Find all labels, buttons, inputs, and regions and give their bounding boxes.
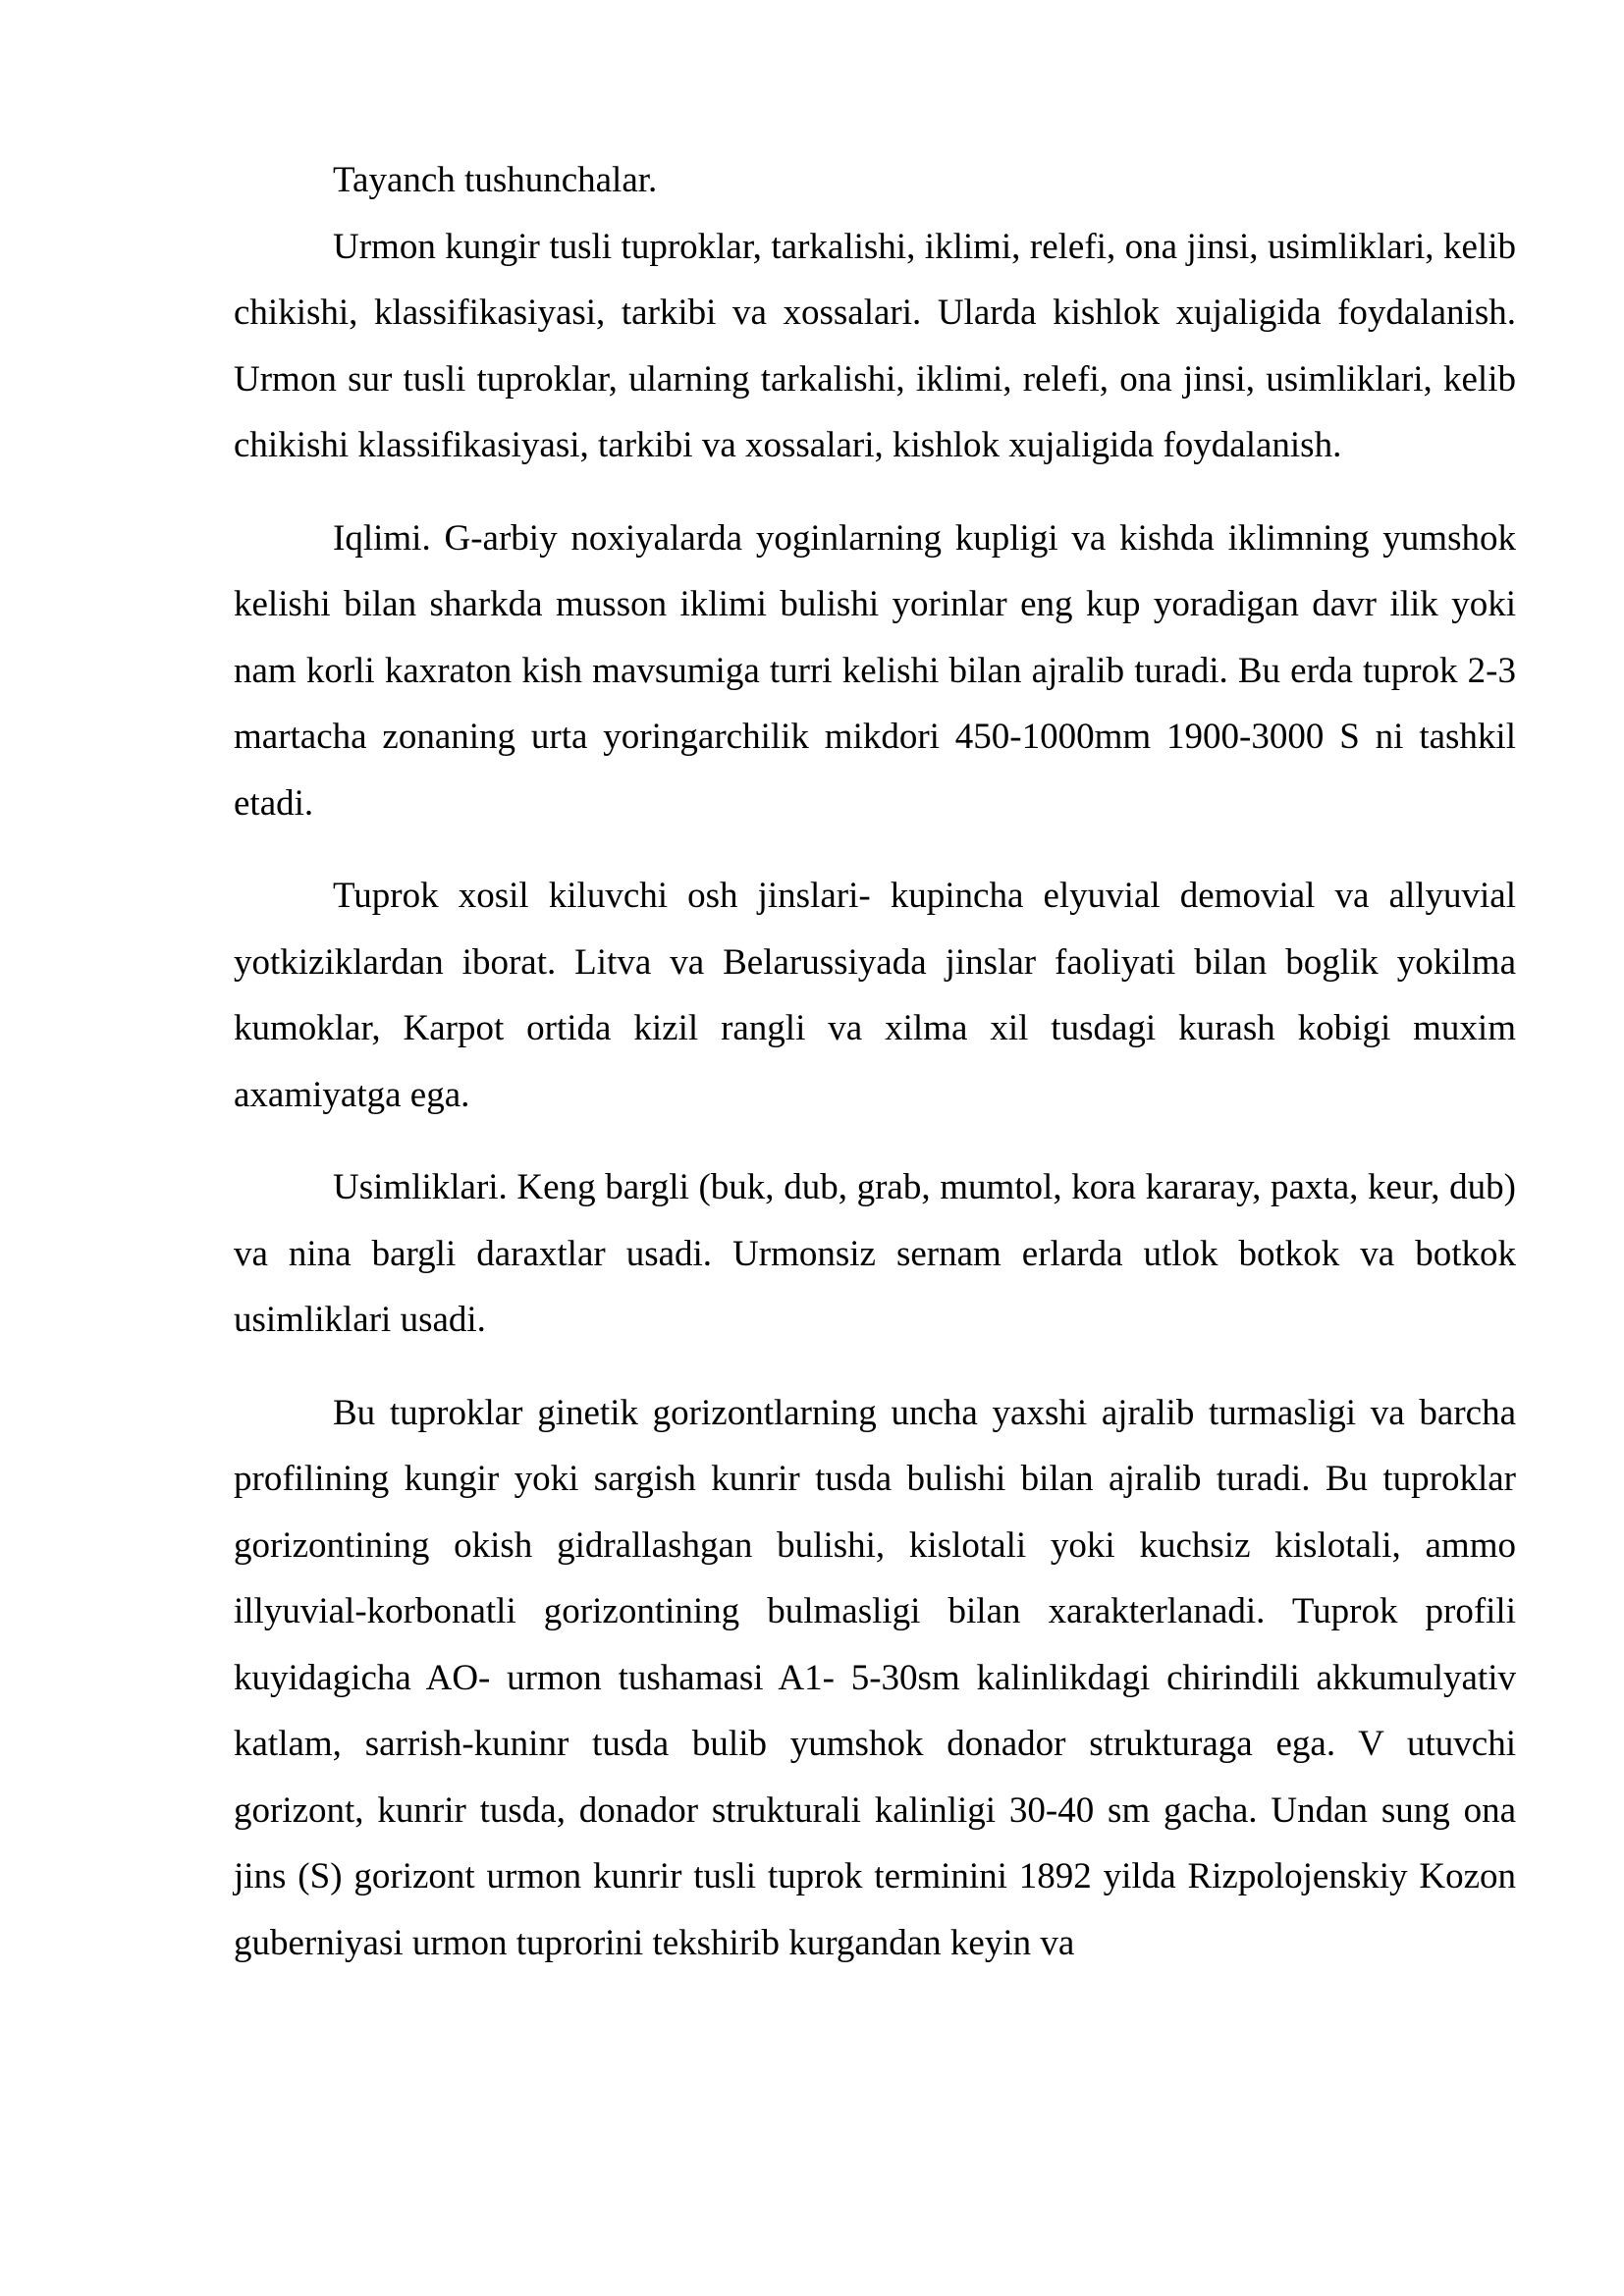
paragraph-intro: Urmon kungir tusli tuproklar, tarkalishi, iklimi, relefi, ona jinsi, usimliklari, kelib chikishi, klassifikasiyasi, tarkibi va xossalari. Ularda kishlok xujaligida foydalanish. Urmon sur tusli tuproklar, ularning tarkalishi, iklimi, relefi, ona jinsi, usimliklari, kelib chikishi klassifikasiyasi, tarkibi va xossalari, kishlok xujaligida foydalanish. xyxy=(234,226,1516,465)
paragraph-vegetation: Usimliklari. Keng bargli (buk, dub, grab, mumtol, kora kararay, paxta, keur, dub) va nina bargli daraxtlar usadi. Urmonsiz sernam erlarda utlok botkok va botkok usimliklari usadi. xyxy=(234,1167,1516,1340)
paragraph-climate: Iqlimi. G-arbiy noxiyalarda yoginlarning kupligi va kishda iklimning yumshok kelishi bilan sharkda musson iklimi bulishi yorinlar eng kup yoradigan davr ilik yoki nam korli kaxraton kish mavsumiga turri kelishi bilan ajralib turadi. Bu erda tuprok 2-3 martacha zonaning urta yoringarchilik mikdori 450-1000mm 1900-3000 S ni tashkil etadi. xyxy=(234,517,1516,824)
paragraph-parent-rocks: Tuprok xosil kiluvchi osh jinslari- kupincha elyuvial demovial va allyuvial yotkiziklardan iborat. Litva va Belarussiyada jinslar faoliyati bilan boglik yokilma kumoklar, Karpot ortida kizil rangli va xilma xil tusdagi kurash kobigi muxim axamiyatga ega. xyxy=(234,876,1516,1115)
paragraph-soil-profile: Bu tuproklar ginetik gorizontlarning uncha yaxshi ajralib turmasligi va barcha profilining kungir yoki sargish kunrir tusda bulishi bilan ajralib turadi. Bu tuproklar gorizontining okish gidrallashgan bulishi, kislotali yoki kuchsiz kislotali, ammo illyuvial-korbonatli gorizontining bulmasligi bilan xarakterlanadi. Tuprok profili kuyidagicha AO- urmon tushamasi A1- 5-30sm kalinlikdagi chirindili akkumulyativ katlam, sarrish-kuninr tusda bulib yumshok donador strukturaga ega. V utuvchi gorizont, kunrir tusda, donador strukturali kalinligi 30-40 sm gacha. Undan sung ona jins (S) gorizont urmon kunrir tusli tuprok terminini 1892 yilda Rizpolojenskiy Kozon guberniyasi urmon tuprorini tekshirib kurgandan keyin va xyxy=(234,1392,1516,1963)
document-body xyxy=(234,147,1516,1976)
heading: Tayanch tushunchalar. xyxy=(333,160,658,200)
